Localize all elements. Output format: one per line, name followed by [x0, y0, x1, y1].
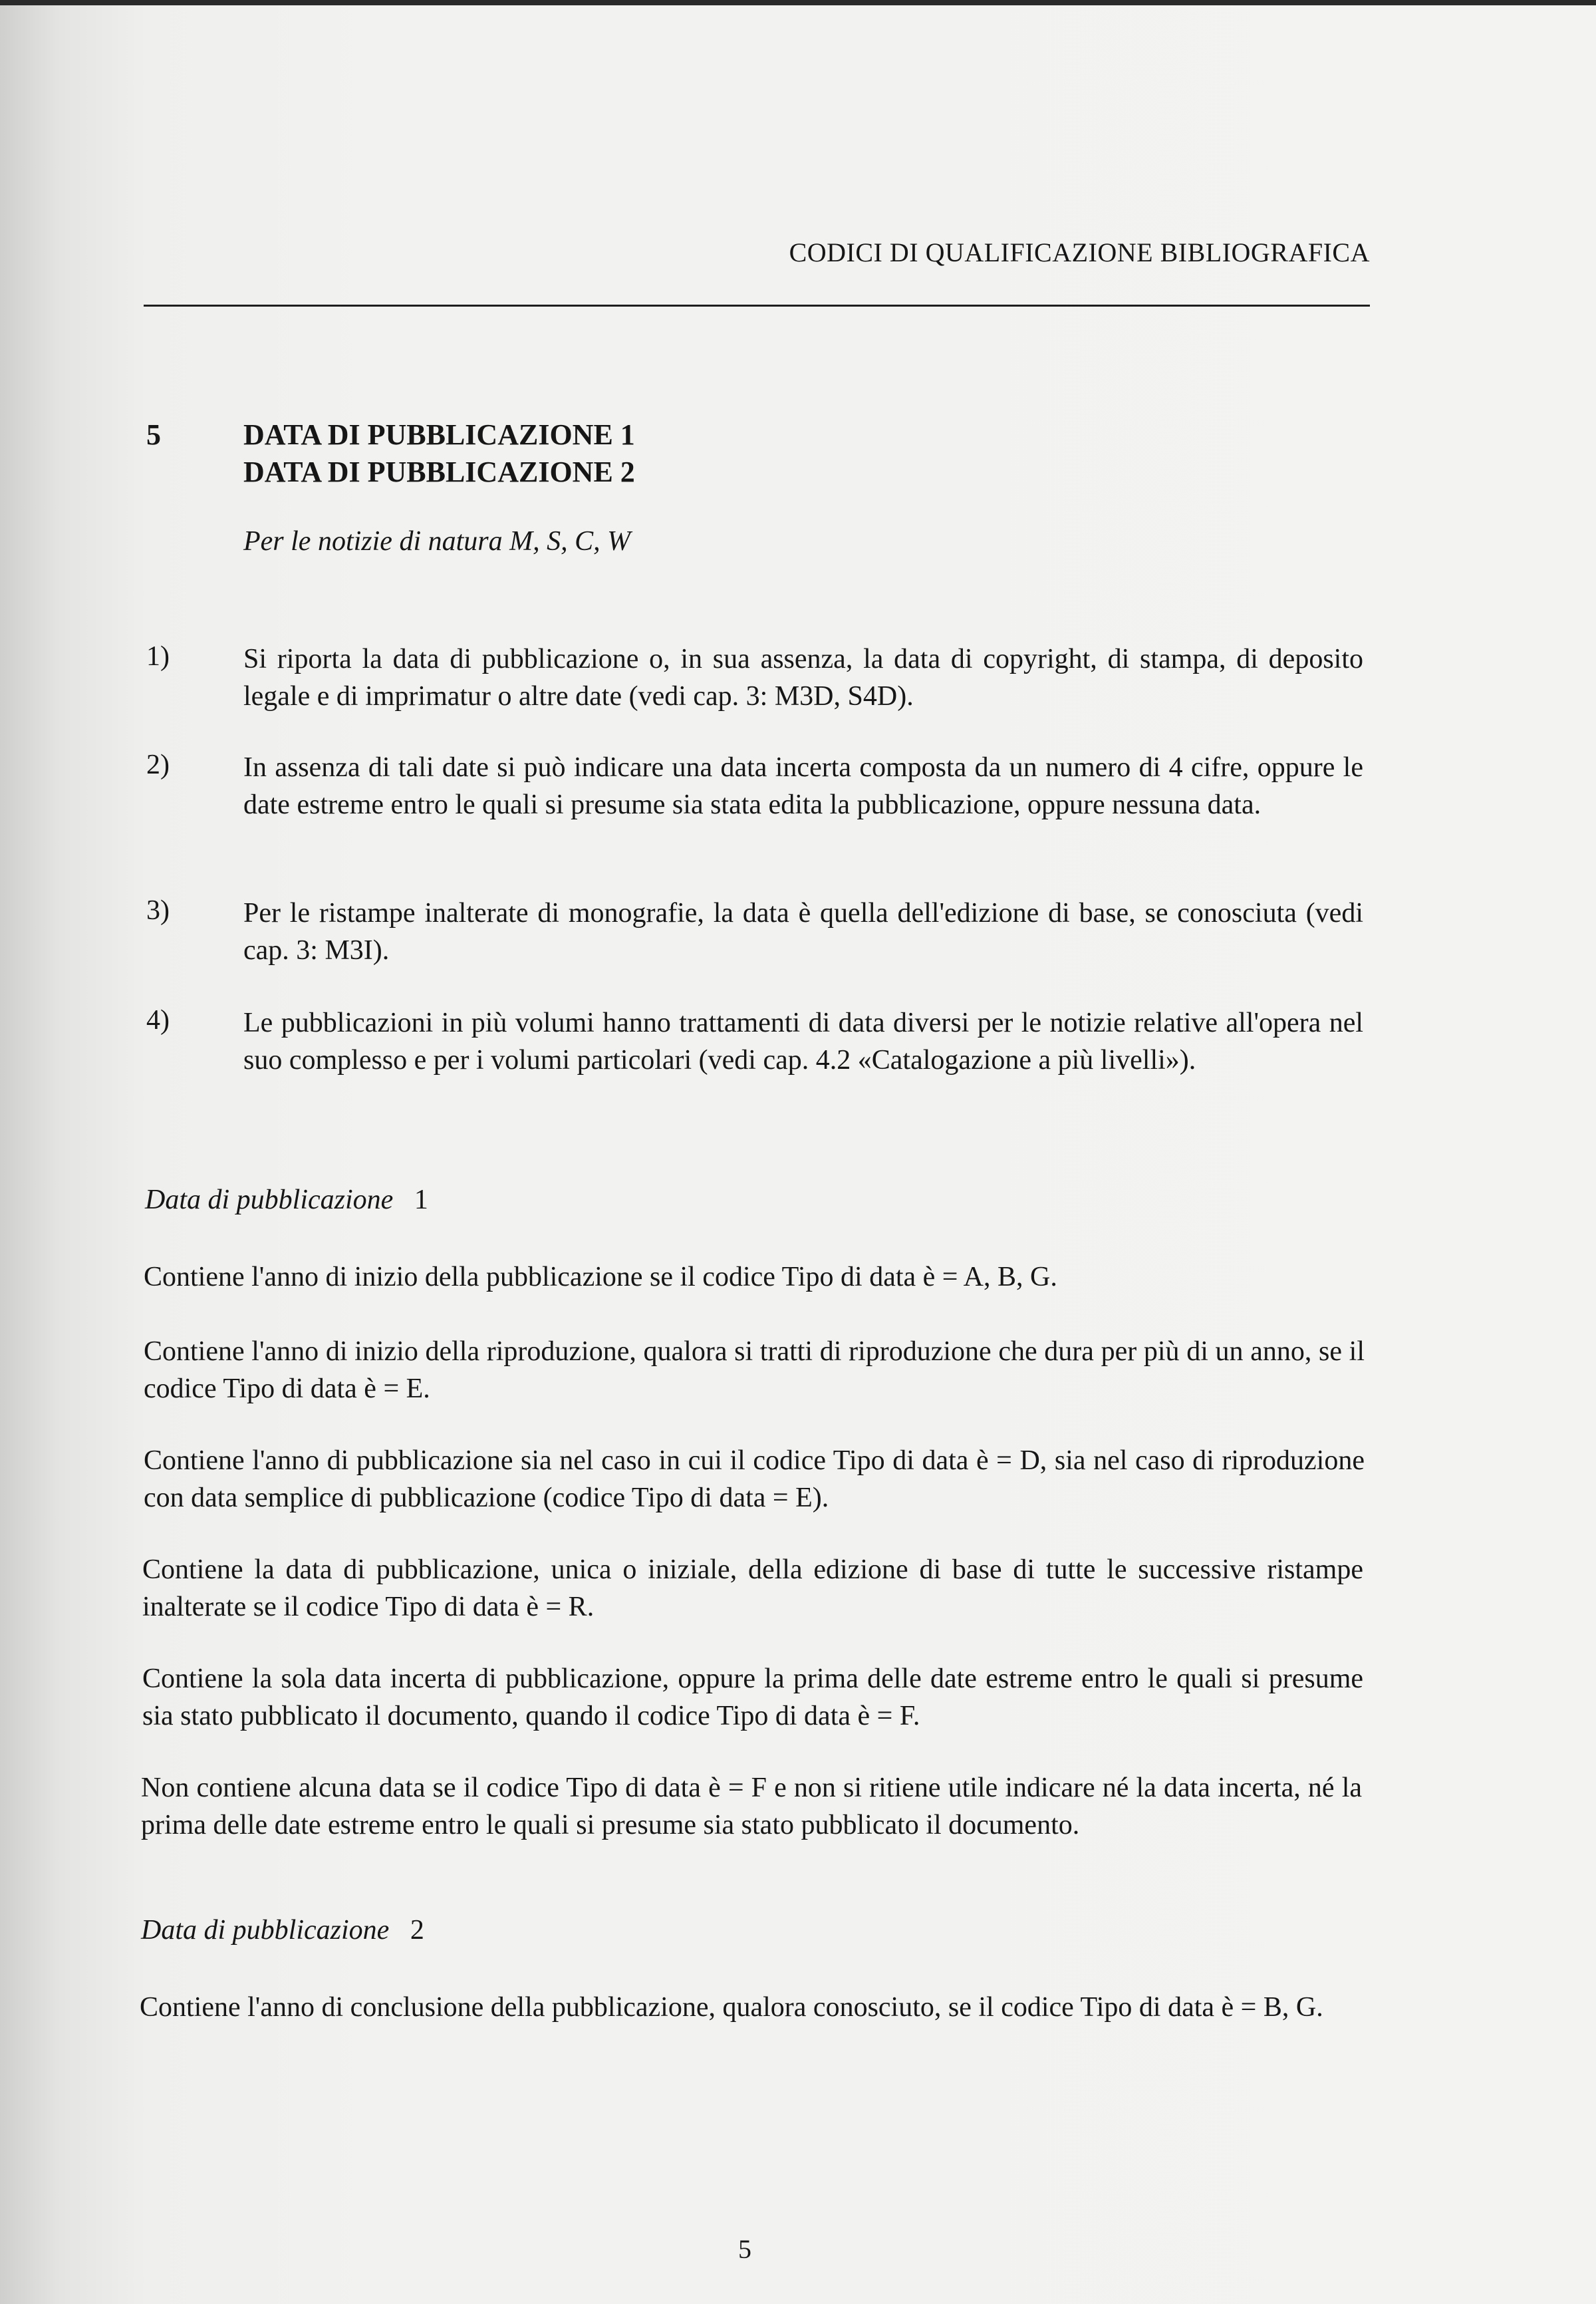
item-number-3: 3) — [146, 895, 170, 926]
item-text-1: Si riporta la data di pubblicazione o, in sua assenza, la data di copyright, di stampa, di deposito legale e di imprimatur o altre date (vedi cap. 3: M3D, S4D). — [243, 644, 1363, 712]
subheading-data-1-number: 1 — [414, 1185, 428, 1215]
subheading-data-1-label: Data di pubblicazione — [145, 1185, 394, 1215]
subheading-data-1 — [145, 1184, 428, 1216]
item-text-4: Le pubblicazioni in più volumi hanno trattamenti di data diversi per le notizie relative all'opera nel suo complesso e per i volumi particolari (vedi cap. 4.2 «Catalogazione a più livelli»). — [243, 1008, 1363, 1076]
subheading-data-2 — [141, 1914, 424, 1946]
page-number: 5 — [738, 2234, 751, 2264]
data1-paragraph-3: Contiene l'anno di pubblicazione sia nel caso in cui il codice Tipo di data è = D, sia nel caso di riproduzione con data semplice di pubblicazione (codice Tipo di data = E). — [144, 1445, 1365, 1513]
section-title-1: DATA DI PUBBLICAZIONE 1 — [243, 418, 635, 451]
section-number: 5 — [146, 418, 161, 451]
subheading-data-2-number: 2 — [410, 1915, 424, 1945]
data1-paragraph-2: Contiene l'anno di inizio della riproduzione, qualora si tratti di riproduzione che dura per più di un anno, se il codice Tipo di data è = E. — [144, 1336, 1365, 1404]
data1-paragraph-6: Non contiene alcuna data se il codice Tipo di data è = F e non si ritiene utile indicare né la data incerta, né la prima delle date estreme entro le quali si presume sia stato pubblicato il documento. — [141, 1773, 1362, 1840]
section-subtitle: Per le notizie di natura M, S, C, W — [243, 526, 631, 557]
running-header: CODICI DI QUALIFICAZIONE BIBLIOGRAFICA — [789, 237, 1370, 267]
data1-paragraph-4: Contiene la data di pubblicazione, unica o iniziale, della edizione di base di tutte le successive ristampe inalterate se il codice Tipo di data è = R. — [142, 1554, 1363, 1622]
data1-paragraph-5: Contiene la sola data incerta di pubblicazione, oppure la prima delle date estreme entro le quali si presume sia stato pubblicato il documento, quando il codice Tipo di data è = F. — [142, 1663, 1363, 1731]
item-text-2: In assenza di tali date si può indicare una data incerta composta da un numero di 4 cifre, oppure le date estreme entro le quali si presume sia stata edita la pubblicazione, oppure nessuna data. — [243, 752, 1363, 820]
section-title-2: DATA DI PUBBLICAZIONE 2 — [243, 456, 635, 488]
item-text-3: Per le ristampe inalterate di monografie, la data è quella dell'edizione di base, se conosciuta (vedi cap. 3: M3I). — [243, 898, 1363, 966]
page-top-edge — [0, 0, 1596, 5]
subheading-data-2-label: Data di pubblicazione — [141, 1915, 390, 1945]
item-number-1: 1) — [146, 641, 170, 672]
header-rule — [144, 305, 1370, 307]
data2-paragraph-1: Contiene l'anno di conclusione della pubblicazione, qualora conosciuto, se il codice Tipo di data è = B, G. — [140, 1992, 1323, 2023]
data1-paragraph-1: Contiene l'anno di inizio della pubblicazione se il codice Tipo di data è = A, B, G. — [144, 1262, 1057, 1292]
item-number-2: 2) — [146, 750, 170, 780]
item-number-4: 4) — [146, 1005, 170, 1036]
